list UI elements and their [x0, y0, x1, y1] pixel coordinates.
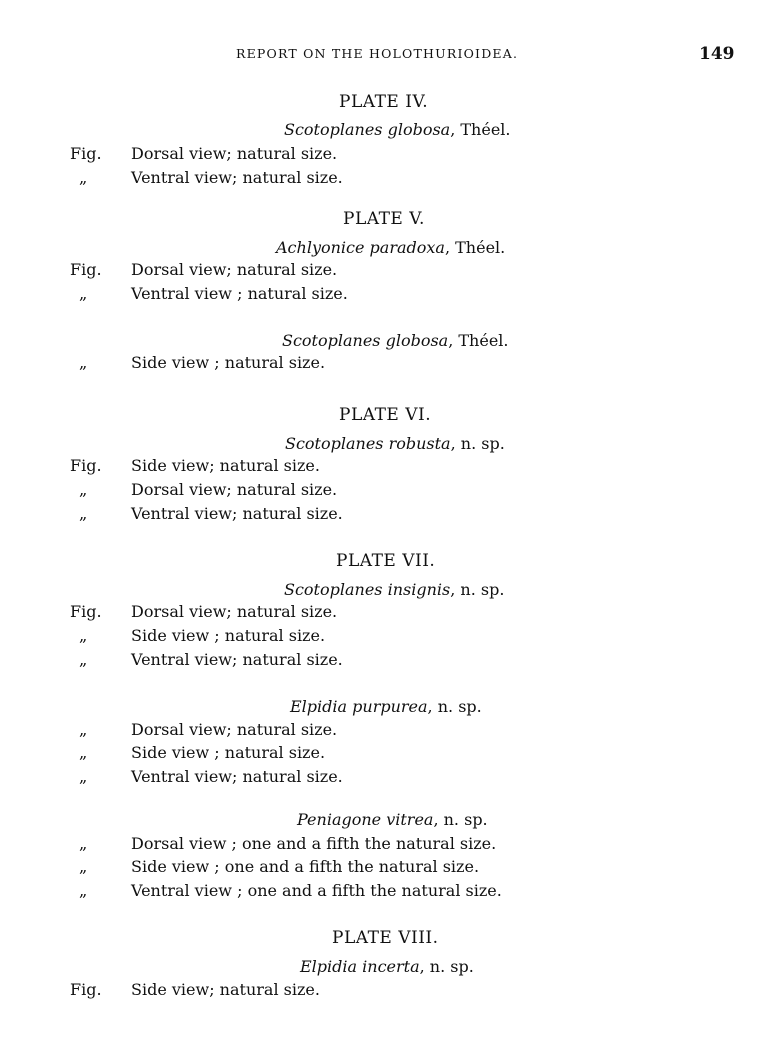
species-heading: [300, 957, 474, 976]
species-author: , n. sp.: [433, 810, 488, 829]
species-name: Scotoplanes globosa: [284, 120, 451, 139]
figure-description: Dorsal view; natural size.: [131, 602, 338, 621]
figure-description: Dorsal view; natural size.: [131, 480, 338, 499]
species-heading: [284, 120, 511, 139]
species-author: , n. sp.: [427, 697, 482, 716]
species-name: Elpidia incerta: [300, 957, 420, 976]
figure-description: Dorsal view ; one and a fifth the natural size.: [131, 834, 497, 853]
plate-title: PLATE IV.: [339, 92, 429, 112]
figure-description: Side view ; one and a fifth the natural size.: [131, 857, 480, 876]
ditto-mark: „: [79, 168, 88, 187]
running-head: REPORT ON THE HOLOTHURIOIDEA.: [236, 46, 519, 61]
species-author: , Théel.: [450, 120, 511, 139]
plate-title: PLATE VIII.: [332, 928, 439, 948]
figure-description: Side view ; natural size.: [131, 743, 326, 762]
figure-prefix: Fig.: [70, 144, 102, 163]
ditto-mark: „: [79, 284, 88, 303]
figure-description: Ventral view; natural size.: [131, 650, 343, 669]
species-heading: [282, 331, 509, 350]
figure-description: Side view ; natural size.: [131, 353, 326, 372]
figure-description: Ventral view; natural size.: [131, 767, 343, 786]
ditto-mark: „: [79, 504, 88, 523]
figure-description: Ventral view; natural size.: [131, 504, 343, 523]
figure-description: Ventral view ; natural size.: [131, 284, 348, 303]
plate-title: PLATE VII.: [336, 551, 436, 571]
species-heading: [285, 434, 505, 453]
ditto-mark: „: [79, 767, 88, 786]
ditto-mark: „: [79, 650, 88, 669]
species-heading: [276, 238, 505, 257]
figure-description: Side view ; natural size.: [131, 626, 326, 645]
species-heading: [290, 697, 482, 716]
species-author: , Théel.: [448, 331, 509, 350]
figure-description: Ventral view; natural size.: [131, 168, 343, 187]
species-name: Achlyonice paradoxa: [276, 238, 445, 257]
species-name: Elpidia purpurea: [290, 697, 428, 716]
figure-prefix: Fig.: [70, 602, 102, 621]
species-author: , Théel.: [444, 238, 506, 257]
species-name: Scotoplanes insignis: [284, 580, 451, 599]
ditto-mark: „: [79, 857, 88, 876]
ditto-mark: „: [79, 881, 88, 900]
species-heading: [297, 810, 488, 829]
figure-description: Side view; natural size.: [131, 456, 320, 475]
plate-title: PLATE VI.: [339, 405, 432, 425]
species-name: Peniagone vitrea: [297, 810, 434, 829]
ditto-mark: „: [79, 626, 88, 645]
figure-prefix: Fig.: [70, 260, 102, 279]
species-author: , n. sp.: [450, 580, 505, 599]
page-number: 149: [699, 44, 735, 64]
species-author: , n. sp.: [419, 957, 474, 976]
figure-description: Dorsal view; natural size.: [131, 260, 338, 279]
figure-description: Ventral view ; one and a fifth the natural size.: [131, 881, 502, 900]
species-name: Scotoplanes globosa: [282, 331, 449, 350]
ditto-mark: „: [79, 720, 88, 739]
species-heading: [284, 580, 504, 599]
ditto-mark: „: [79, 353, 88, 372]
ditto-mark: „: [79, 480, 88, 499]
figure-description: Side view; natural size.: [131, 980, 320, 999]
ditto-mark: „: [79, 743, 88, 762]
ditto-mark: „: [79, 834, 88, 853]
species-author: , n. sp.: [450, 434, 505, 453]
plate-title: PLATE V.: [343, 209, 425, 229]
figure-description: Dorsal view; natural size.: [131, 144, 338, 163]
figure-description: Dorsal view; natural size.: [131, 720, 338, 739]
figure-prefix: Fig.: [70, 980, 102, 999]
figure-prefix: Fig.: [70, 456, 102, 475]
species-name: Scotoplanes robusta: [285, 434, 451, 453]
